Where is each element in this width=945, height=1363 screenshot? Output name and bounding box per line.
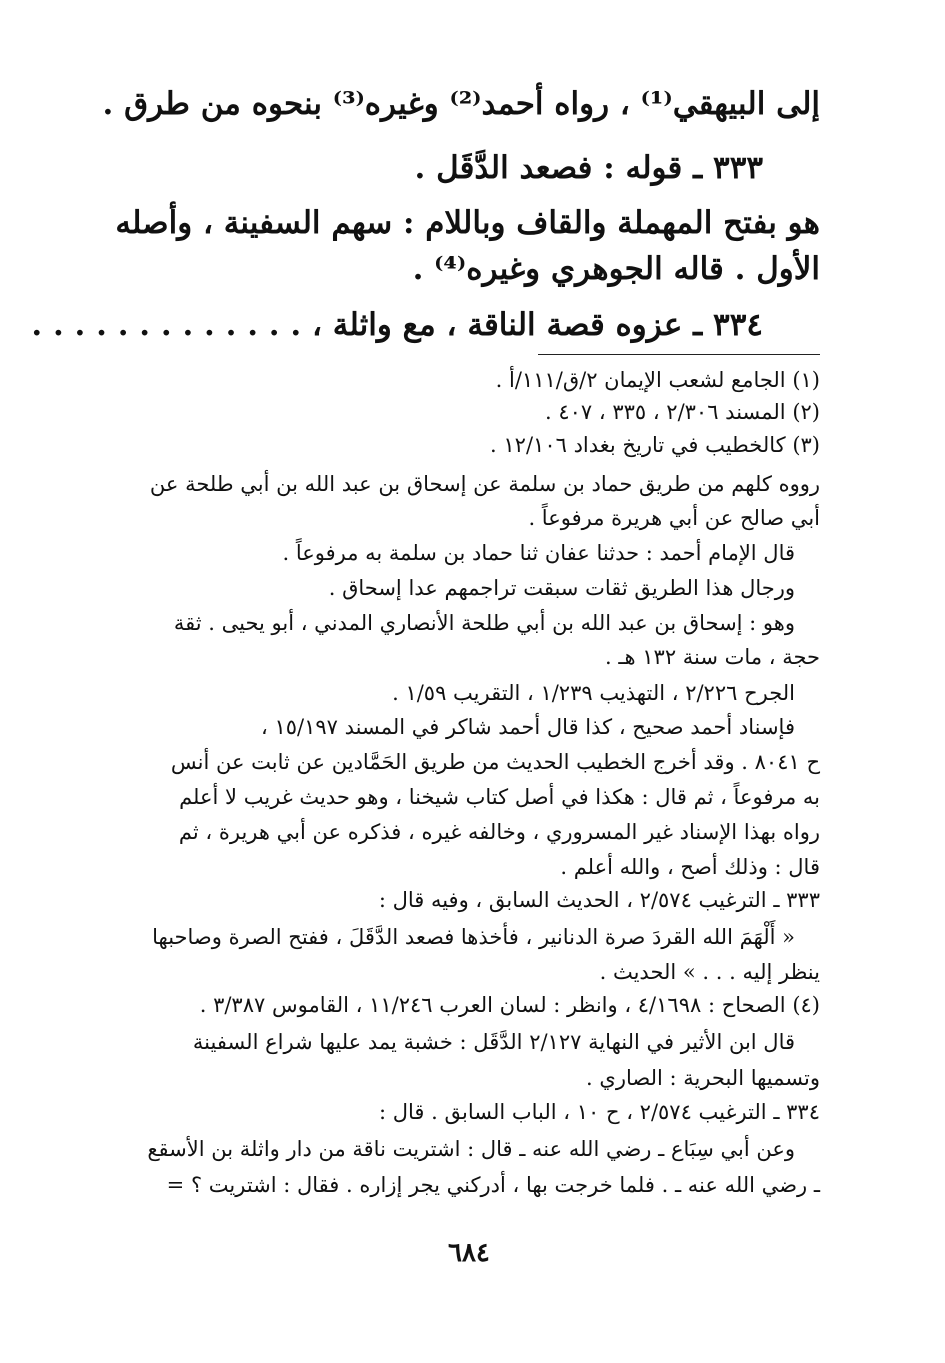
page-number: ٦٨٤ [448, 1238, 490, 1268]
paragraph-line-1: هو بفتح المهملة والقاف وباللام : سهم السفينة ، وأصله [115, 205, 820, 241]
footnote-4-text-a1: قال ابن الأثير في النهاية ٢/١٢٧ الدَّقَل : خشبة يمد عليها شراع السفينة [192, 1030, 795, 1054]
heading-334: ٣٣٤ ـ عزوه قصة الناقة ، مع واثلة ، . . . . . . . . . . . . . [31, 307, 763, 343]
note-334-line-2: وعن أبي سِبَاع ـ رضي الله عنه ـ قال : اشتريت ناقة من دار واثلة بن الأسقع [147, 1137, 795, 1161]
main-line-1: إلى البيهقي⁽¹⁾ ، رواه أحمد⁽²⁾ وغيره⁽³⁾ بنحوه من طرق . [102, 86, 820, 122]
footnote-4-text-a2: وتسميها البحرية : الصاري . [586, 1066, 820, 1090]
footnote-3-text-a2: أبي صالح عن أبي هريرة مرفوعاً . [528, 506, 820, 530]
footnote-separator [538, 354, 820, 355]
footnote-3-text-d1: وهو : إسحاق بن عبد الله بن أبي طلحة الأنصاري المدني ، أبو يحيى . ثقة [173, 611, 795, 635]
footnote-3-text-d2: حجة ، مات سنة ١٣٢ هـ . [605, 645, 820, 669]
note-334-line-1: ٣٣٤ ـ الترغيب ٢/٥٧٤ ، ح ١٠ ، الباب السابق . قال : [379, 1100, 820, 1124]
footnote-3-text-f1: فإسناد أحمد صحيح ، كذا قال أحمد شاكر في المسند ١٥/١٩٧ ، [261, 715, 795, 739]
footnote-3-text-a1: رووه كلهم من طريق حماد بن سلمة عن إسحاق بن عبد الله بن أبي طلحة عن [149, 472, 820, 496]
footnote-3: (٣) كالخطيب في تاريخ بغداد ١٢/١٠٦ . [490, 433, 820, 457]
heading-333: ٣٣٣ ـ قوله : فصعد الدَّقَل . [414, 150, 763, 186]
footnote-4: (٤) الصحاح : ٤/١٦٩٨ ، وانظر : لسان العرب ١١/٢٤٦ ، القاموس ٣/٣٨٧ . [199, 993, 820, 1017]
footnote-3-text-e: الجرح ٢/٢٢٦ ، التهذيب ١/٢٣٩ ، التقريب ١/٥٩ . [392, 681, 795, 705]
footnote-3-text-f4: رواه بهذا الإسناد غير المسروري ، وخالفه غيره ، فذكره عن أبي هريرة ، ثم [178, 820, 820, 844]
footnote-3-text-f3: به مرفوعاً ، ثم قال : هكذا في أصل كتاب شيخنا ، وهو حديث غريب لا أعلم [179, 785, 820, 809]
note-333-line-1: ٣٣٣ ـ الترغيب ٢/٥٧٤ ، الحديث السابق ، وفيه قال : [378, 888, 820, 912]
footnote-3-text-c: ورجال هذا الطريق ثقات سبقت تراجمهم عدا إسحاق . [328, 576, 795, 600]
footnote-3-text-b: قال الإمام أحمد : حدثنا عفان ثنا حماد بن سلمة به مرفوعاً . [282, 541, 795, 565]
footnote-3-text-f5: قال : وذلك أصح ، والله أعلم . [560, 855, 820, 879]
note-333-line-2: « أَلْهَمَ الله القردَ صرة الدنانير ، فأخذها فصعد الدَّقَلَ ، ففتح الصرة وصاحبها [152, 925, 795, 949]
note-333-line-3: ينظر إليه . . . » الحديث . [599, 960, 820, 984]
footnote-1: (١) الجامع لشعب الإيمان ٢/ق/١١١/أ . [495, 368, 820, 392]
footnote-3-text-f2: ح ٨٠٤١ . وقد أخرج الخطيب الحديث من طريق الحَمَّادين عن ثابت عن أنس [170, 750, 820, 774]
paragraph-line-2: الأول . قاله الجوهري وغيره⁽⁴⁾ . [412, 251, 820, 287]
footnote-2: (٢) المسند ٢/٣٠٦ ، ٣٣٥ ، ٤٠٧ . [544, 400, 820, 424]
note-334-line-3: ـ رضي الله عنه ـ . فلما خرجت بها ، أدركني يجر إزاره . فقال : اشتريت ؟ = [166, 1173, 820, 1197]
